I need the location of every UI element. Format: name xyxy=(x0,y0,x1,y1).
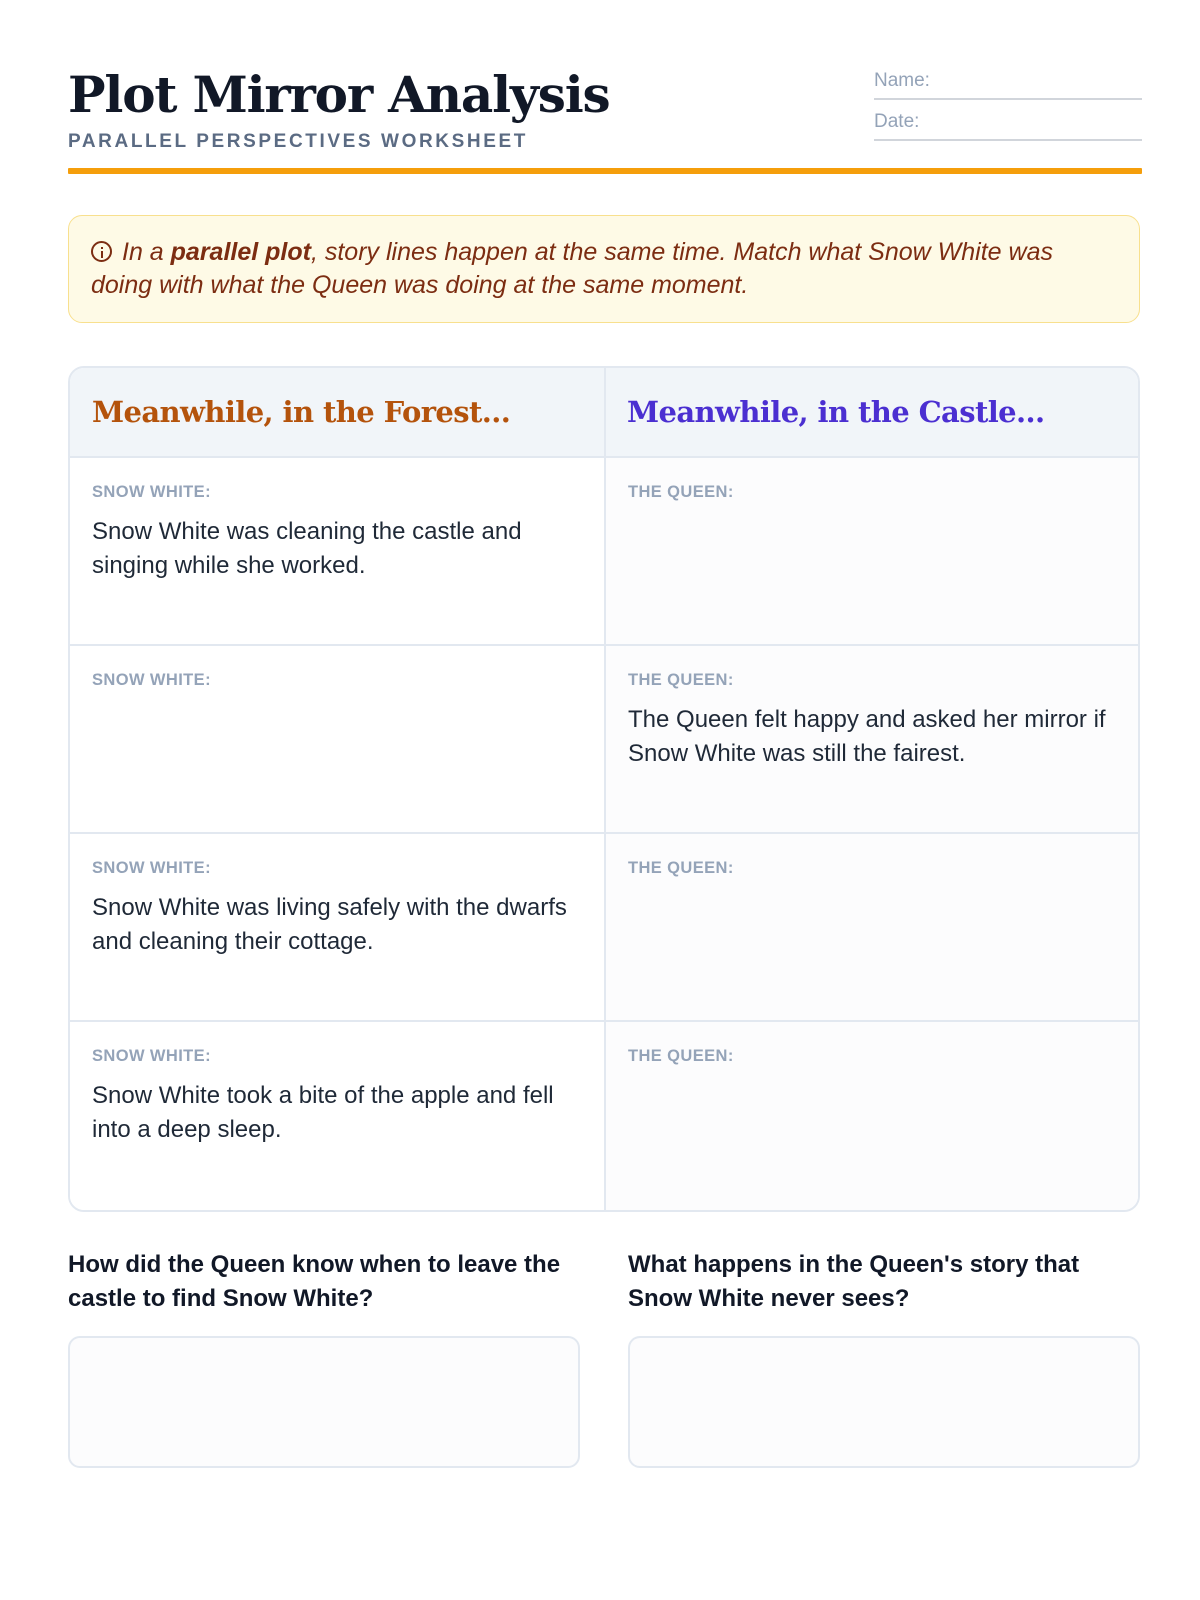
instruction-term: parallel plot xyxy=(170,238,311,266)
queen-label: THE QUEEN: xyxy=(628,859,734,877)
castle-column-heading: Meanwhile, in the Castle... xyxy=(605,368,1140,458)
page-subtitle: PARALLEL PERSPECTIVES WORKSHEET xyxy=(68,131,528,152)
queen-cell-2[interactable] xyxy=(606,646,1140,834)
parallel-plot-table xyxy=(68,366,1140,1212)
snow-white-text: Snow White was cleaning the castle and singing while she worked. xyxy=(92,518,522,579)
answer-box-1[interactable] xyxy=(68,1336,580,1468)
date-field[interactable] xyxy=(874,103,1142,141)
snow-white-cell-1[interactable] xyxy=(70,458,604,646)
page-title: Plot Mirror Analysis xyxy=(68,65,610,124)
forest-column-heading: Meanwhile, in the Forest... xyxy=(70,368,605,458)
snow-white-cell-4[interactable] xyxy=(70,1022,604,1210)
queen-label: THE QUEEN: xyxy=(628,1047,734,1065)
instruction-lead: In a xyxy=(122,238,171,266)
worksheet-header xyxy=(68,62,1142,174)
answer-box-2[interactable] xyxy=(628,1336,1140,1468)
snow-white-label: SNOW WHITE: xyxy=(92,859,211,877)
snow-white-cell-3[interactable] xyxy=(70,834,604,1022)
queen-cell-3[interactable] xyxy=(606,834,1140,1022)
queen-cell-1[interactable] xyxy=(606,458,1140,646)
queen-text: The Queen felt happy and asked her mirror if Snow White was still the fairest. xyxy=(628,706,1106,767)
instruction-note xyxy=(68,215,1140,323)
queen-label: THE QUEEN: xyxy=(628,483,734,501)
queen-label: THE QUEEN: xyxy=(628,671,734,689)
snow-white-label: SNOW WHITE: xyxy=(92,483,211,501)
info-icon xyxy=(91,241,112,262)
snow-white-text: Snow White took a bite of the apple and fell into a deep sleep. xyxy=(92,1082,554,1143)
name-label: Name: xyxy=(874,70,930,91)
snow-white-label: SNOW WHITE: xyxy=(92,1047,211,1065)
reflection-question-2: What happens in the Queen's story that Snow White never sees? xyxy=(628,1251,1080,1312)
queen-cell-4[interactable] xyxy=(606,1022,1140,1210)
reflection-question-1: How did the Queen know when to leave the castle to find Snow White? xyxy=(68,1251,561,1312)
snow-white-text: Snow White was living safely with the dwarfs and cleaning their cottage. xyxy=(92,894,567,955)
header-divider xyxy=(68,168,1142,174)
name-field[interactable] xyxy=(874,62,1142,100)
snow-white-label: SNOW WHITE: xyxy=(92,671,211,689)
date-label: Date: xyxy=(874,111,920,132)
instruction-rest: , story lines happen at the same time. Match what Snow White was doing with what the Queen was doing at the same moment. xyxy=(91,238,1053,299)
snow-white-cell-2[interactable] xyxy=(70,646,604,834)
